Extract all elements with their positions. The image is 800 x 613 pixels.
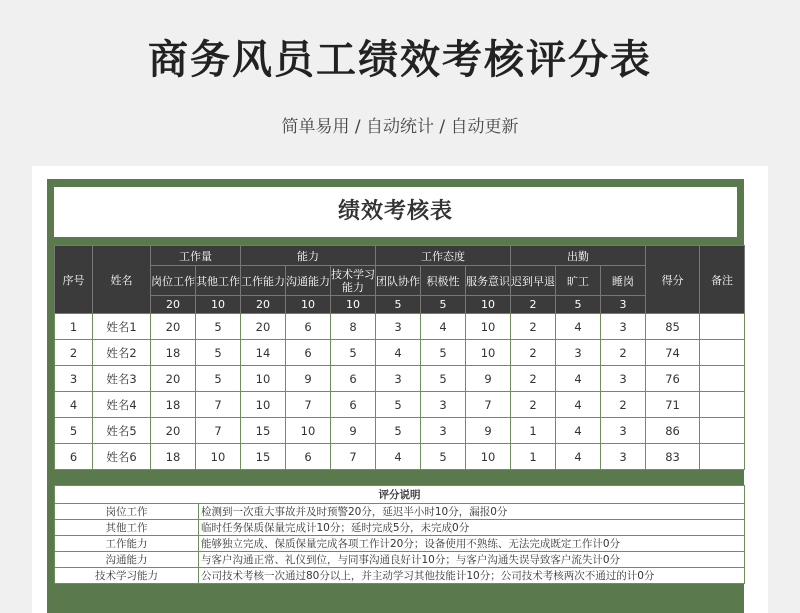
header-seq: 序号 <box>55 246 93 314</box>
cell-value: 6 <box>286 444 331 470</box>
cell-value: 3 <box>421 418 466 444</box>
cell-remark <box>700 392 745 418</box>
note-key: 其他工作 <box>55 520 199 536</box>
header-col: 旷工 <box>556 266 601 296</box>
cell-score: 74 <box>646 340 700 366</box>
note-row <box>55 520 745 536</box>
cell-value: 5 <box>376 392 421 418</box>
header-col: 工作能力 <box>241 266 286 296</box>
page-title: 商务风员工绩效考核评分表 <box>148 37 652 83</box>
cell-value: 9 <box>466 418 511 444</box>
cell-remark <box>700 340 745 366</box>
header-group-attendance: 出勤 <box>511 246 646 266</box>
cell-value: 7 <box>196 418 241 444</box>
table-row <box>55 314 745 340</box>
cell-value: 5 <box>421 366 466 392</box>
cell-value: 10 <box>286 418 331 444</box>
cell-value: 15 <box>241 418 286 444</box>
header-max: 20 <box>241 296 286 314</box>
cell-value: 6 <box>286 314 331 340</box>
header-remark: 备注 <box>700 246 745 314</box>
spreadsheet-preview <box>32 166 768 613</box>
cell-value: 3 <box>601 314 646 340</box>
header-name: 姓名 <box>93 246 151 314</box>
table-row <box>55 366 745 392</box>
cell-value: 4 <box>421 314 466 340</box>
cell-value: 4 <box>556 418 601 444</box>
cell-value: 10 <box>241 366 286 392</box>
cell-value: 20 <box>151 366 196 392</box>
cell-seq: 1 <box>55 314 93 340</box>
cell-value: 6 <box>331 366 376 392</box>
cell-name: 姓名6 <box>93 444 151 470</box>
cell-value: 2 <box>601 392 646 418</box>
header-max: 10 <box>286 296 331 314</box>
header-max: 5 <box>421 296 466 314</box>
cell-value: 5 <box>196 340 241 366</box>
cell-value: 4 <box>556 392 601 418</box>
note-text: 公司技术考核一次通过80分以上，并主动学习其他技能计10分；公司技术考核两次不通过的计0分 <box>199 568 745 584</box>
cell-value: 15 <box>241 444 286 470</box>
header-col: 迟到早退 <box>511 266 556 296</box>
cell-value: 3 <box>601 418 646 444</box>
header-col: 积极性 <box>421 266 466 296</box>
cell-value: 6 <box>286 340 331 366</box>
cell-value: 3 <box>601 366 646 392</box>
cell-name: 姓名5 <box>93 418 151 444</box>
cell-remark <box>700 444 745 470</box>
cell-remark <box>700 418 745 444</box>
cell-value: 4 <box>556 366 601 392</box>
cell-seq: 6 <box>55 444 93 470</box>
cell-name: 姓名3 <box>93 366 151 392</box>
cell-value: 5 <box>331 340 376 366</box>
note-text: 临时任务保质保量完成计10分；延时完成5分，未完成0分 <box>199 520 745 536</box>
note-text: 与客户沟通正常、礼仪到位，与同事沟通良好计10分；与客户沟通失误导致客户流失计0分 <box>199 552 745 568</box>
cell-value: 18 <box>151 444 196 470</box>
page-subtitle: 简单易用 / 自动统计 / 自动更新 <box>281 117 519 137</box>
header-group-attitude: 工作态度 <box>376 246 511 266</box>
table-row <box>55 392 745 418</box>
note-key: 工作能力 <box>55 536 199 552</box>
table-row <box>55 418 745 444</box>
cell-remark <box>700 314 745 340</box>
table-row <box>55 340 745 366</box>
cell-value: 3 <box>556 340 601 366</box>
cell-value: 4 <box>376 444 421 470</box>
cell-seq: 4 <box>55 392 93 418</box>
cell-value: 8 <box>331 314 376 340</box>
header-group-ability: 能力 <box>241 246 376 266</box>
cell-value: 2 <box>511 392 556 418</box>
header-max: 10 <box>331 296 376 314</box>
cell-value: 7 <box>331 444 376 470</box>
cell-value: 20 <box>151 418 196 444</box>
cell-value: 4 <box>376 340 421 366</box>
header-max: 3 <box>601 296 646 314</box>
cell-value: 10 <box>466 444 511 470</box>
cell-seq: 5 <box>55 418 93 444</box>
cell-value: 5 <box>196 366 241 392</box>
cell-score: 85 <box>646 314 700 340</box>
note-row <box>55 504 745 520</box>
cell-value: 5 <box>376 418 421 444</box>
performance-table <box>54 245 745 470</box>
cell-seq: 3 <box>55 366 93 392</box>
scoring-notes <box>54 485 745 584</box>
cell-value: 3 <box>601 444 646 470</box>
header-col: 团队协作 <box>376 266 421 296</box>
header-col: 沟通能力 <box>286 266 331 296</box>
cell-value: 10 <box>196 444 241 470</box>
note-key: 岗位工作 <box>55 504 199 520</box>
cell-seq: 2 <box>55 340 93 366</box>
header-max: 5 <box>556 296 601 314</box>
cell-value: 1 <box>511 444 556 470</box>
notes-title: 评分说明 <box>55 486 745 504</box>
note-row <box>55 568 745 584</box>
header-max: 20 <box>151 296 196 314</box>
note-text: 能够独立完成、保质保量完成各项工作计20分；设备使用不熟练、无法完成既定工作计0分 <box>199 536 745 552</box>
cell-score: 86 <box>646 418 700 444</box>
cell-value: 1 <box>511 418 556 444</box>
cell-score: 71 <box>646 392 700 418</box>
header-max: 2 <box>511 296 556 314</box>
cell-value: 9 <box>286 366 331 392</box>
cell-value: 5 <box>196 314 241 340</box>
header-col: 技术学习能力 <box>331 267 376 294</box>
cell-value: 20 <box>241 314 286 340</box>
cell-value: 20 <box>151 314 196 340</box>
cell-value: 2 <box>511 340 556 366</box>
cell-value: 5 <box>421 340 466 366</box>
header-col: 其他工作 <box>196 266 241 296</box>
table-row <box>55 444 745 470</box>
sheet-frame <box>47 179 744 613</box>
cell-value: 7 <box>196 392 241 418</box>
cell-value: 9 <box>331 418 376 444</box>
cell-value: 4 <box>556 444 601 470</box>
cell-name: 姓名2 <box>93 340 151 366</box>
cell-value: 4 <box>556 314 601 340</box>
header-col: 服务意识 <box>466 266 511 296</box>
note-row <box>55 536 745 552</box>
cell-remark <box>700 366 745 392</box>
cell-value: 3 <box>376 314 421 340</box>
header-col: 岗位工作 <box>151 266 196 296</box>
header-max: 5 <box>376 296 421 314</box>
note-key: 沟通能力 <box>55 552 199 568</box>
note-text: 检测到一次重大事故并及时预警20分，延迟半小时10分，漏报0分 <box>199 504 745 520</box>
cell-value: 5 <box>421 444 466 470</box>
cell-value: 2 <box>601 340 646 366</box>
header-max: 10 <box>196 296 241 314</box>
cell-value: 18 <box>151 392 196 418</box>
cell-score: 76 <box>646 366 700 392</box>
cell-value: 9 <box>466 366 511 392</box>
cell-value: 18 <box>151 340 196 366</box>
cell-name: 姓名4 <box>93 392 151 418</box>
header-col: 睡岗 <box>601 266 646 296</box>
cell-value: 7 <box>286 392 331 418</box>
cell-value: 2 <box>511 366 556 392</box>
cell-value: 14 <box>241 340 286 366</box>
cell-value: 7 <box>466 392 511 418</box>
cell-value: 10 <box>241 392 286 418</box>
cell-value: 3 <box>421 392 466 418</box>
sheet-title: 绩效考核表 <box>54 187 737 237</box>
cell-value: 6 <box>331 392 376 418</box>
cell-value: 10 <box>466 314 511 340</box>
cell-value: 10 <box>466 340 511 366</box>
cell-name: 姓名1 <box>93 314 151 340</box>
cell-value: 2 <box>511 314 556 340</box>
header-max: 10 <box>466 296 511 314</box>
cell-value: 3 <box>376 366 421 392</box>
note-key: 技术学习能力 <box>55 568 199 584</box>
header-group-work: 工作量 <box>151 246 241 266</box>
header-score: 得分 <box>646 246 700 314</box>
cell-score: 83 <box>646 444 700 470</box>
note-row <box>55 552 745 568</box>
